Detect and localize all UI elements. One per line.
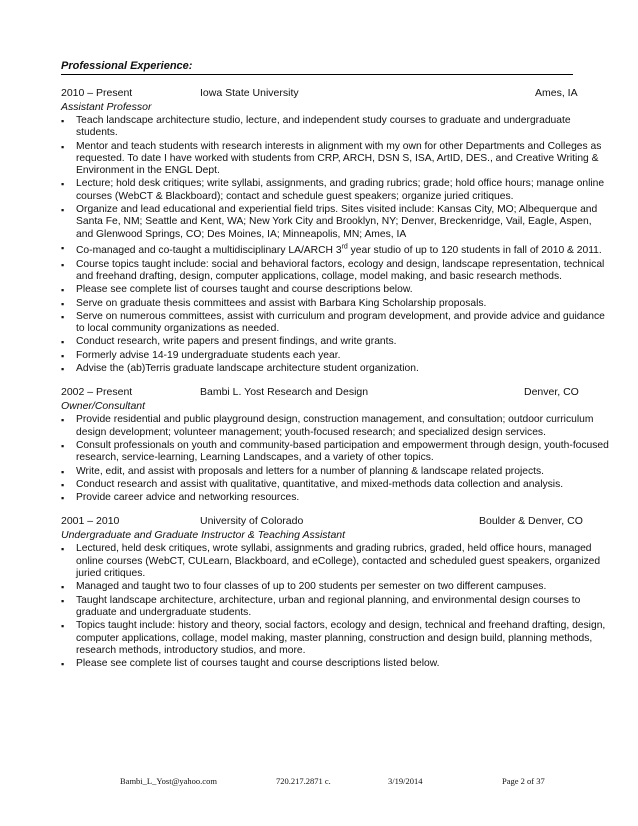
bullet-item	[61, 178, 611, 203]
bullet-icon: ▪	[61, 621, 65, 632]
job-organization: Iowa State University	[200, 87, 299, 99]
bullet-item	[61, 242, 611, 258]
bullet-item	[61, 298, 611, 310]
footer-email: Bambi_L_Yost@yahoo.com	[120, 776, 217, 786]
job-header	[61, 385, 611, 399]
bullet-item	[61, 414, 611, 439]
job-header	[61, 514, 611, 528]
bullet-item	[61, 658, 611, 670]
bullet-item	[61, 311, 611, 336]
bullet-icon: ▪	[61, 350, 65, 361]
bullet-icon: ▪	[61, 479, 65, 490]
footer-page-number: Page 2 of 37	[502, 776, 545, 786]
bullet-text: Taught landscape architecture, architecture, urban and regional planning, and environmental design courses to graduate and undergraduate students.	[76, 594, 581, 618]
bullet-icon: ▪	[61, 493, 65, 504]
bullet-text: Provide career advice and networking resources.	[76, 492, 300, 504]
bullet-item	[61, 479, 611, 491]
bullet-icon: ▪	[61, 659, 65, 670]
bullet-text: Managed and taught two to four classes of up to 200 students per semester on two different campuses.	[76, 581, 547, 593]
page-footer	[0, 776, 638, 788]
bullet-icon: ▪	[61, 242, 65, 253]
bullet-text: Formerly advise 14-19 undergraduate students each year.	[76, 349, 341, 361]
bullet-item	[61, 350, 611, 362]
job-dates: 2001 – 2010	[61, 515, 120, 528]
bullet-item	[61, 595, 611, 620]
bullet-item	[61, 440, 611, 465]
bullet-text: Lectured, held desk critiques, wrote syllabi, assignments and grading rubrics, graded, held office hours, managed online courses (WebCT, CULearn, Blackboard, and eCollege), contacted and scheduled guest speakers, organized juried critiques.	[76, 543, 601, 580]
bullet-icon: ▪	[61, 179, 65, 190]
bullet-icon: ▪	[61, 298, 65, 309]
bullet-item	[61, 581, 611, 593]
bullet-text: Teach landscape architecture studio, lecture, and independent study courses to graduate and undergraduate students.	[76, 115, 571, 139]
job-bullets	[61, 115, 611, 375]
bullet-text: Serve on graduate thesis committees and assist with Barbara King Scholarship proposals.	[76, 297, 487, 309]
bullet-text: Co-managed and co-taught a multidisciplinary LA/ARCH 3rd year studio of up to 120 students in fall of 2010 & 2011.	[76, 243, 602, 257]
bullet-icon: ▪	[61, 311, 65, 322]
bullet-item	[61, 336, 611, 348]
job-organization: University of Colorado	[200, 515, 304, 528]
bullet-text: Please see complete list of courses taught and course descriptions listed below.	[76, 658, 440, 670]
footer-date: 3/19/2014	[388, 776, 423, 786]
job-bullets	[61, 414, 611, 504]
bullet-icon: ▪	[61, 285, 65, 296]
job-entry	[61, 86, 611, 375]
bullet-text: Please see complete list of courses taught and course descriptions below.	[76, 284, 413, 296]
bullet-text: Conduct research and assist with qualitative, quantitative, and mixed-methods data collection and analysis.	[76, 478, 564, 490]
bullet-icon: ▪	[61, 415, 65, 426]
bullet-item	[61, 363, 611, 375]
job-list	[61, 86, 611, 680]
bullet-icon: ▪	[61, 259, 65, 270]
bullet-item	[61, 543, 611, 580]
job-header	[61, 86, 611, 100]
job-role: Owner/Consultant	[61, 400, 146, 413]
bullet-icon: ▪	[61, 364, 65, 375]
bullet-icon: ▪	[61, 582, 65, 593]
bullet-icon: ▪	[61, 337, 65, 348]
bullet-icon: ▪	[61, 205, 65, 216]
job-role: Undergraduate and Graduate Instructor & Teaching Assistant	[61, 529, 346, 542]
job-role: Assistant Professor	[61, 101, 152, 113]
job-dates: 2002 – Present	[61, 386, 133, 399]
bullet-item	[61, 115, 611, 140]
footer-phone: 720.217.2871 c.	[276, 776, 331, 786]
job-bullets	[61, 543, 611, 670]
bullet-icon: ▪	[61, 141, 65, 152]
job-location: Denver, CO	[524, 386, 579, 399]
bullet-text: Topics taught include: history and theory, social factors, ecology and design, technical and freehand drafting, design, computer applications, collage, model making, master planning, construction and design build, planning methods, research methods, introductory studios, and more.	[76, 620, 606, 656]
bullet-text: Write, edit, and assist with proposals and letters for a number of planning & landscape related projects.	[76, 465, 545, 477]
bullet-icon: ▪	[61, 440, 65, 451]
bullet-item	[61, 284, 611, 296]
section-divider	[61, 74, 573, 75]
bullet-text: Provide residential and public playground design, construction management, and consultation; outdoor curriculum design development; volunteer management; youth-focused research; and specialized design services.	[76, 414, 594, 438]
bullet-item	[61, 466, 611, 478]
bullet-icon: ▪	[61, 595, 65, 606]
bullet-item	[61, 259, 611, 284]
section-title: Professional Experience:	[61, 60, 193, 72]
job-entry	[61, 514, 611, 670]
bullet-text: Serve on numerous committees, assist with curriculum and program development, and provide advice and guidance to local community organizations as needed.	[76, 310, 605, 335]
bullet-text: Lecture; hold desk critiques; write syllabi, assignments, and grading rubrics; grade; hold office hours; manage online courses (WebCT & Blackboard); contact and schedule guest speakers; organize juried critiques.	[76, 178, 605, 202]
bullet-text: Conduct research, write papers and present findings, and write grants.	[76, 336, 397, 348]
bullet-icon: ▪	[61, 466, 65, 477]
bullet-text: Course topics taught include: social and behavioral factors, ecology and design, landscape representation, technical and freehand drafting, design, computer applications, collage, model making, and basic research methods.	[76, 258, 605, 282]
job-organization: Bambi L. Yost Research and Design	[200, 386, 369, 399]
bullet-item	[61, 620, 611, 657]
bullet-text: Mentor and teach students with research interests in alignment with my own for other Departments and Colleges as requested. To date I have worked with students from CRP, ARCH, DSN S, ISA, ArtID, DES., and Creative Writing & Environment in the ENGL Dept.	[76, 140, 602, 177]
bullet-text: Organize and lead educational and experiential field trips. Sites visited include: Kansas City, MO; Albequerque and Santa Fe, NM; Seattle and Kent, WA; New York City and Brooklyn, NY; Denver, Breckenridge, Vail, Eagle, Aspen, and Glenwood Springs, CO; Des Moines, IA; Minneapolis, MN; Ames, IA	[76, 204, 598, 240]
job-dates: 2010 – Present	[61, 87, 133, 99]
bullet-item	[61, 204, 611, 241]
bullet-icon: ▪	[61, 116, 65, 126]
job-entry	[61, 385, 611, 504]
bullet-item	[61, 492, 611, 504]
bullet-text: Consult professionals on youth and community-based participation and empowerment through design, youth-focused research, service-learning, Learning Landscapes, and a variety of other topics.	[76, 439, 609, 464]
bullet-text: Advise the (ab)Terris graduate landscape architecture student organization.	[76, 363, 419, 375]
bullet-item	[61, 141, 611, 178]
job-location: Boulder & Denver, CO	[479, 515, 583, 528]
bullet-icon: ▪	[61, 544, 65, 555]
job-location: Ames, IA	[535, 87, 578, 99]
